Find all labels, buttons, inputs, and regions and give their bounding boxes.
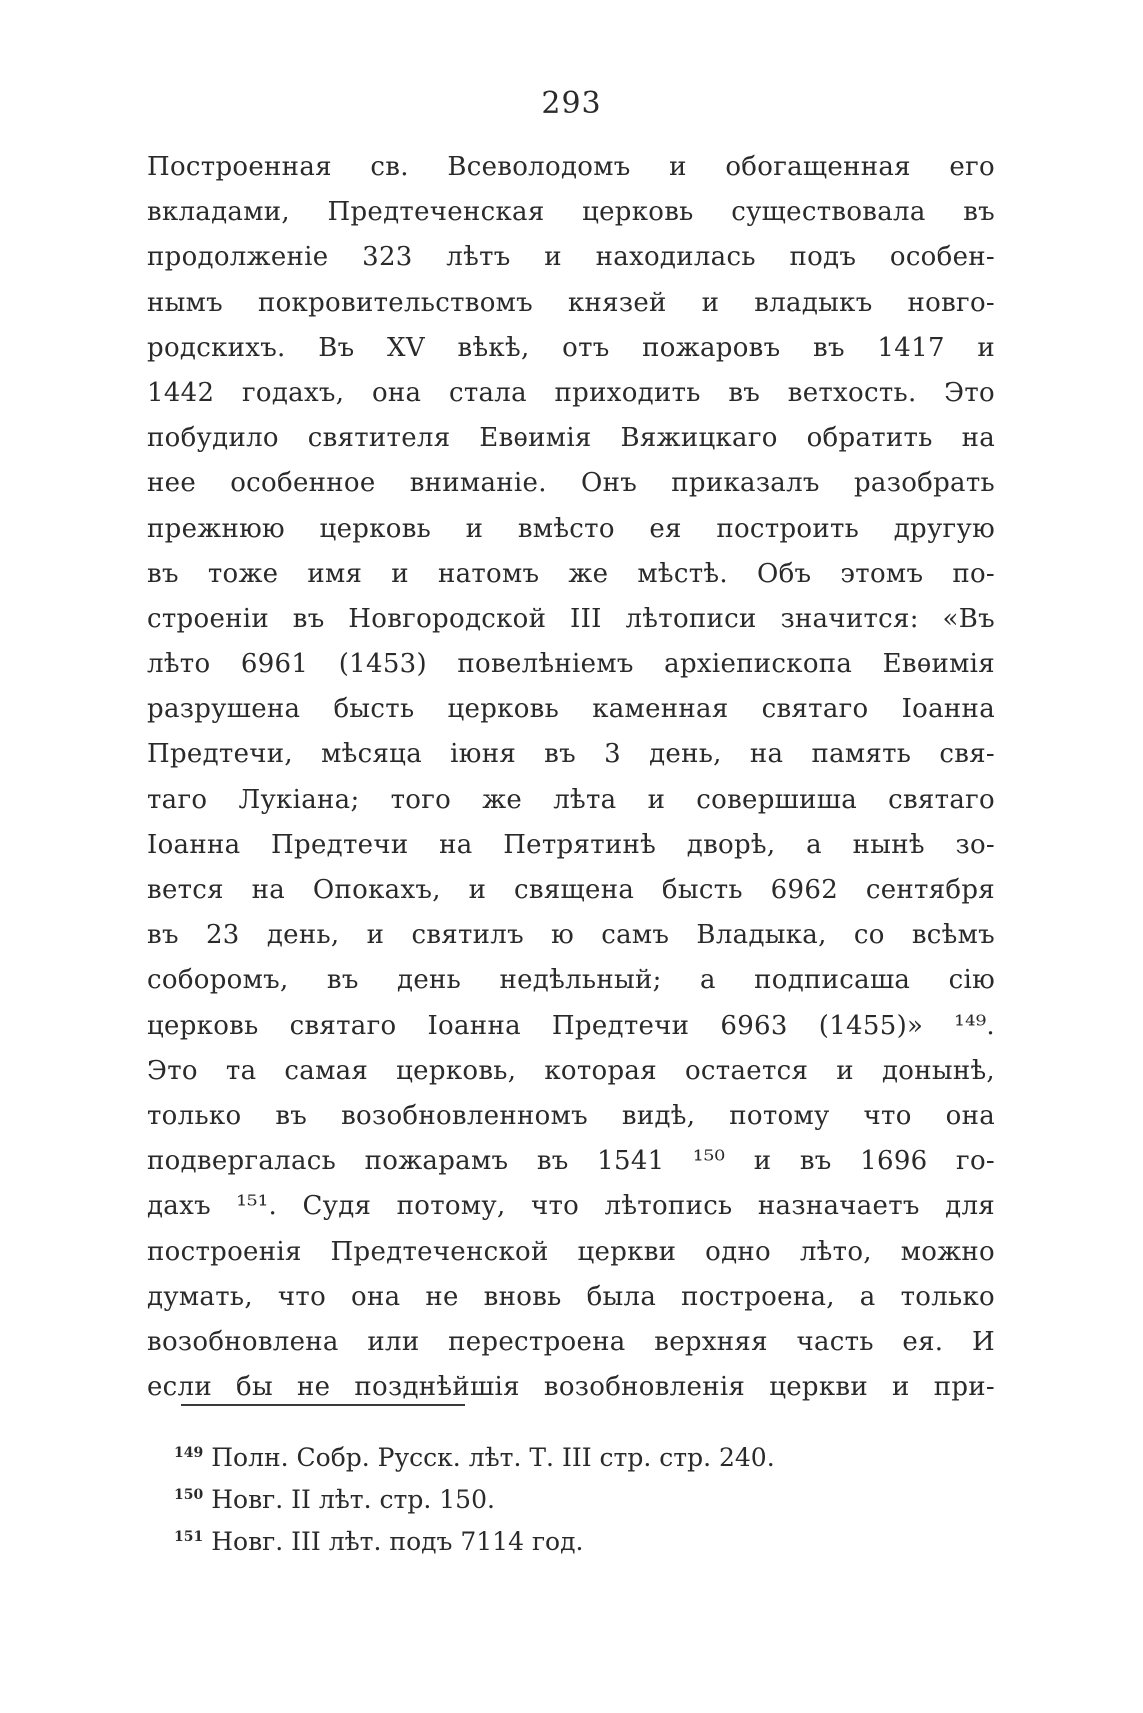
text-line: соборомъ, въ день недѣльный; а подписаша сію bbox=[147, 965, 995, 996]
text-line: 1442 годахъ, она стала приходить въ ветхость. Это bbox=[147, 377, 995, 408]
text-line: прежнюю церковь и вмѣсто ея построить другую bbox=[147, 513, 995, 544]
footnote-mark: 149 bbox=[174, 1445, 204, 1461]
footnote-divider bbox=[181, 1404, 465, 1406]
text-line: таго Лукіана; того же лѣта и совершиша святаго bbox=[147, 784, 995, 815]
footnote bbox=[174, 1432, 874, 1474]
text-line: Это та самая церковь, которая остается и донынѣ, bbox=[147, 1055, 995, 1086]
text-line: нымъ покровительствомъ князей и владыкъ новго- bbox=[147, 287, 995, 318]
text-line: въ тоже имя и натомъ же мѣстѣ. Объ этомъ по- bbox=[147, 558, 995, 589]
text-line: въ 23 день, и святилъ ю самъ Владыка, со всѣмъ bbox=[147, 920, 995, 951]
text-line: церковь святаго Іоанна Предтечи 6963 (1455)» ¹⁴⁹. bbox=[147, 1010, 995, 1041]
footnote-text: Новг. III лѣт. подъ 7114 год. bbox=[211, 1527, 584, 1556]
text-line: продолженіе 323 лѣтъ и находилась подъ особен- bbox=[147, 242, 995, 273]
text-line: построенія Предтеченской церкви одно лѣто, можно bbox=[147, 1236, 995, 1267]
text-line: только въ возобновленномъ видѣ, потому что она bbox=[147, 1100, 995, 1131]
text-line: дахъ ¹⁵¹. Судя потому, что лѣтопись назначаетъ для bbox=[147, 1191, 995, 1222]
page-number: 293 bbox=[541, 86, 602, 121]
text-line: Построенная св. Всеволодомъ и обогащенная его bbox=[147, 152, 995, 182]
text-line: думать, что она не вновь была построена, а только bbox=[147, 1281, 995, 1312]
text-line: вкладами, Предтеченская церковь существовала въ bbox=[147, 197, 995, 228]
footnote-text: Полн. Собр. Русск. лѣт. Т. III стр. стр. 240. bbox=[211, 1443, 775, 1472]
footnote bbox=[174, 1516, 874, 1558]
text-line: подвергалась пожарамъ въ 1541 ¹⁵⁰ и въ 1696 го- bbox=[147, 1146, 995, 1177]
footnote-mark: 151 bbox=[174, 1529, 204, 1545]
footnote bbox=[174, 1474, 874, 1516]
text-line: побудило святителя Евѳимія Вяжицкаго обратить на bbox=[147, 423, 995, 454]
text-line: нее особенное вниманіе. Онъ приказалъ разобрать bbox=[147, 468, 995, 499]
footnote-text: Новг. II лѣт. стр. 150. bbox=[211, 1485, 495, 1514]
text-line: лѣто 6961 (1453) повелѣніемъ архіепископа Евѳимія bbox=[147, 649, 995, 680]
footnotes bbox=[174, 1432, 874, 1558]
text-line: Предтечи, мѣсяца іюня въ 3 день, на память свя- bbox=[147, 739, 995, 770]
footnote-mark: 150 bbox=[174, 1487, 204, 1503]
text-line: Іоанна Предтечи на Петрятинѣ дворѣ, а нынѣ зо- bbox=[147, 829, 995, 860]
text-line: возобновлена или перестроена верхняя часть ея. И bbox=[147, 1326, 995, 1357]
body-text bbox=[147, 145, 995, 1410]
text-line: родскихъ. Въ XV вѣкѣ, отъ пожаровъ въ 1417 и bbox=[147, 332, 995, 363]
text-line: разрушена бысть церковь каменная святаго Іоанна bbox=[147, 694, 995, 725]
text-line: вется на Опокахъ, и священа бысть 6962 сентября bbox=[147, 875, 995, 905]
text-line: если бы не позднѣйшія возобновленія церкви и при- bbox=[147, 1372, 995, 1403]
text-line: строеніи въ Новгородской III лѣтописи значится: «Въ bbox=[147, 603, 995, 634]
